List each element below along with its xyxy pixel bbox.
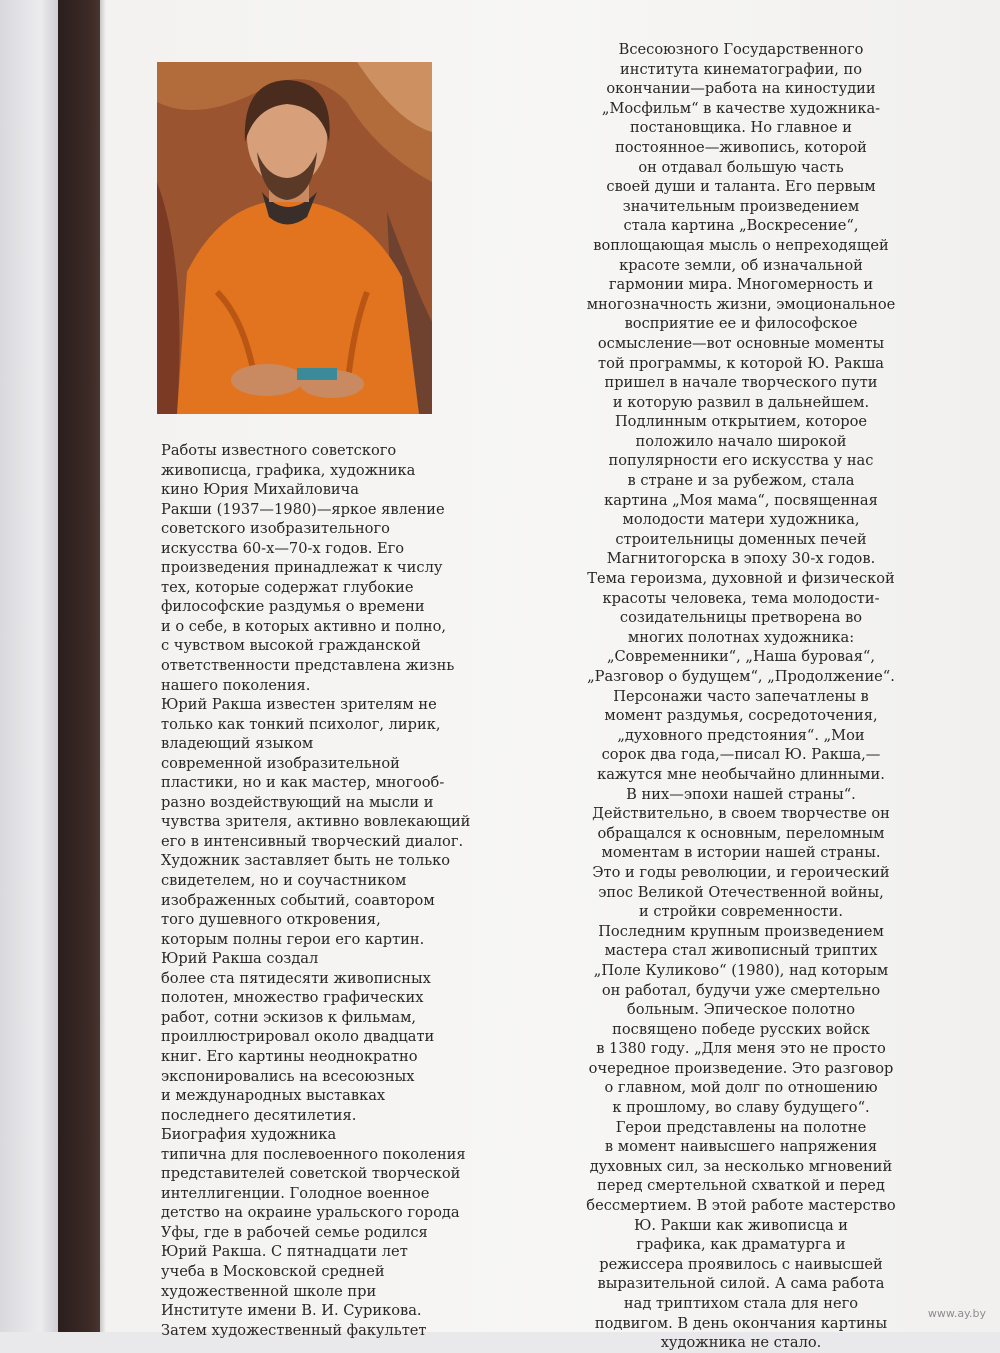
text-line: Тема героизма, духовной и физической: [587, 570, 895, 588]
text-line: „Разговор о будущем“, „Продолжение“.: [587, 668, 895, 685]
book-spine: [0, 0, 58, 1332]
text-line: живописца, графика, художника: [161, 461, 416, 479]
text-line: и международных выставках: [161, 1087, 386, 1105]
right-text-column: [541, 40, 941, 1353]
text-line: строительницы доменных печей: [615, 530, 867, 548]
text-line: работ, сотни эскизов к фильмам,: [161, 1008, 417, 1026]
text-line: окончании—работа на киностудии: [606, 80, 876, 98]
text-line: пластики, но и как мастер, многооб-: [161, 774, 445, 792]
text-line: советского изобразительного: [161, 520, 390, 538]
text-line: того душевного откровения,: [161, 911, 381, 929]
text-line: Уфы, где в рабочей семье родился: [161, 1223, 428, 1241]
text-line: института кинематографии, по: [620, 60, 862, 78]
text-line: положило начало широкой: [635, 432, 847, 450]
text-line: тех, которые содержат глубокие: [161, 578, 414, 596]
text-line: Затем художественный факультет: [161, 1321, 427, 1339]
text-line: и о себе, в которых активно и полно,: [161, 617, 447, 635]
text-line: Персонажи часто запечатлены в: [613, 687, 869, 705]
text-line: изображенных событий, соавтором: [161, 891, 435, 909]
text-line: разно воздействующий на мысли и: [161, 793, 434, 811]
text-line: и стройки современности.: [639, 903, 843, 921]
text-line: постоянное—живопись, которой: [615, 138, 867, 156]
text-line: искусства 60-х—70-х годов. Его: [161, 539, 405, 557]
text-line: осмысление—вот основные моменты: [597, 334, 885, 352]
text-line: владеющий языком: [161, 735, 314, 753]
text-line: Последним крупным произведением: [598, 922, 884, 940]
text-line: интеллигенции. Голодное военное: [161, 1184, 430, 1202]
text-line: моментам в истории нашей страны.: [601, 844, 881, 862]
text-line: „духовного предстояния“. „Мои: [617, 726, 865, 744]
text-line: той программы, к которой Ю. Ракша: [598, 354, 884, 372]
text-line: постановщика. Но главное и: [629, 119, 853, 137]
text-line: он отдавал большую часть: [638, 158, 844, 176]
text-line: красоты человека, тема молодости-: [602, 589, 880, 607]
text-line: Магнитогорска в эпоху 30-х годов.: [606, 550, 876, 568]
text-line: которым полны герои его картин.: [161, 930, 425, 948]
text-line: более ста пятидесяти живописных: [161, 969, 431, 987]
text-line: экспонировались на всесоюзных: [161, 1067, 415, 1085]
text-line: художника не стало.: [660, 1334, 822, 1352]
text-line: Это и годы революции, и героический: [592, 863, 890, 881]
text-line: кажутся мне необычайно длинными.: [597, 765, 885, 783]
text-line: проиллюстрировал около двадцати: [161, 1028, 435, 1046]
text-line: воплощающая мысль о непреходящей: [593, 236, 889, 254]
text-line: момент раздумья, сосредоточения,: [604, 707, 878, 725]
text-line: своей души и таланта. Его первым: [606, 178, 876, 196]
text-line: режиссера проявилось с наивысшей: [599, 1255, 883, 1273]
text-line: эпос Великой Отечественной войны,: [598, 883, 884, 901]
text-line: многих полотнах художника:: [627, 628, 855, 646]
text-line: „Мосфильм“ в качестве художника-: [601, 99, 881, 117]
text-line: духовных сил, за несколько мгновений: [589, 1157, 893, 1175]
text-line: свидетелем, но и соучастником: [161, 872, 407, 890]
text-line: его в интенсивный творческий диалог.: [161, 832, 464, 850]
text-line: философские раздумья о времени: [161, 598, 425, 616]
text-line: обращался к основным, переломным: [597, 824, 885, 842]
text-line: детство на окраине уральского города: [161, 1204, 460, 1222]
text-line: типична для послевоенного поколения: [161, 1145, 466, 1163]
text-line: Герои представлены на полотне: [615, 1118, 867, 1136]
text-line: и которую развил в дальнейшем.: [612, 393, 870, 411]
text-line: Юрий Ракша известен зрителям не: [161, 696, 437, 714]
text-line: Юрий Ракша. С пятнадцати лет: [161, 1243, 408, 1261]
text-line: современной изобразительной: [161, 754, 400, 772]
text-line: чувства зрителя, активно вовлекающий: [161, 813, 471, 831]
text-line: Институте имени В. И. Сурикова.: [161, 1302, 422, 1320]
text-line: В них—эпохи нашей страны“.: [626, 785, 856, 803]
text-line: картина „Моя мама“, посвященная: [604, 491, 878, 509]
text-line: ответственности представлена жизнь: [161, 657, 455, 675]
text-line: нашего поколения.: [161, 676, 311, 694]
text-line: „Поле Куликово“ (1980), над которым: [593, 961, 889, 979]
text-line: графика, как драматурга и: [636, 1236, 846, 1254]
left-text-column: [161, 441, 491, 1340]
text-line: Работы известного советского: [161, 442, 397, 459]
text-line: стала картина „Воскресение“,: [623, 217, 859, 235]
text-line: о главном, мой долг по отношению: [604, 1079, 878, 1097]
text-line: бессмертием. В этой работе мастерство: [586, 1197, 896, 1215]
text-line: с чувством высокой гражданской: [161, 637, 421, 655]
text-line: перед смертельной схваткой и перед: [597, 1177, 885, 1195]
text-line: „Современники“, „Наша буровая“,: [606, 648, 876, 666]
text-line: он работал, будучи уже смертельно: [601, 981, 881, 999]
text-line: значительным произведением: [622, 197, 860, 215]
artist-portrait-photo: [157, 62, 432, 414]
text-line: многозначность жизни, эмоциональное: [586, 295, 896, 313]
text-line: Юрий Ракша создал: [161, 950, 319, 968]
text-line: подвигом. В день окончания картины: [594, 1314, 888, 1332]
text-line: книг. Его картины неоднократно: [161, 1047, 418, 1065]
text-line: только как тонкий психолог, лирик,: [161, 715, 441, 733]
text-line: Ракши (1937—1980)—яркое явление: [161, 500, 445, 518]
text-line: Ю. Ракши как живописца и: [633, 1216, 849, 1234]
text-line: кино Юрия Михайловича: [161, 481, 360, 499]
text-line: сорок два года,—писал Ю. Ракша,—: [601, 746, 881, 764]
watermark: www.ay.by: [927, 1307, 986, 1320]
text-line: Подлинным открытием, которое: [614, 413, 868, 431]
text-line: восприятие ее и философское: [624, 315, 858, 333]
text-line: посвящено победе русских войск: [612, 1020, 870, 1038]
text-line: больным. Эпическое полотно: [626, 1001, 856, 1019]
text-line: гармонии мира. Многомерность и: [608, 276, 874, 294]
text-line: Биография художника: [161, 1126, 337, 1144]
text-line: в 1380 году. „Для меня это не просто: [596, 1040, 886, 1058]
text-line: выразительной силой. А сама работа: [597, 1275, 885, 1293]
text-line: созидательницы претворена во: [619, 609, 863, 627]
text-line: произведения принадлежат к числу: [161, 559, 443, 577]
text-line: в момент наивысшего напряжения: [604, 1138, 878, 1156]
text-line: красоте земли, об изначальной: [619, 256, 863, 274]
text-line: Художник заставляет быть не только: [161, 852, 451, 870]
text-line: мастера стал живописный триптих: [604, 942, 878, 960]
text-line: Действительно, в своем творчестве он: [592, 805, 890, 823]
text-line: пришел в начале творческого пути: [604, 374, 878, 392]
text-line: учеба в Московской средней: [161, 1262, 385, 1280]
text-line: художественной школе при: [161, 1282, 377, 1300]
text-line: Всесоюзного Государственного: [618, 41, 864, 58]
text-line: очередное произведение. Это разговор: [588, 1059, 894, 1077]
text-line: к прошлому, во славу будущего“.: [612, 1099, 870, 1117]
text-line: молодости матери художника,: [622, 511, 860, 529]
text-line: последнего десятилетия.: [161, 1106, 357, 1124]
text-line: популярности его искусства у нас: [608, 452, 874, 470]
text-line: полотен, множество графических: [161, 989, 424, 1007]
text-line: над триптихом стала для него: [623, 1295, 859, 1312]
text-line: в стране и за рубежом, стала: [627, 472, 855, 490]
text-line: представителей советской творческой: [161, 1165, 461, 1183]
